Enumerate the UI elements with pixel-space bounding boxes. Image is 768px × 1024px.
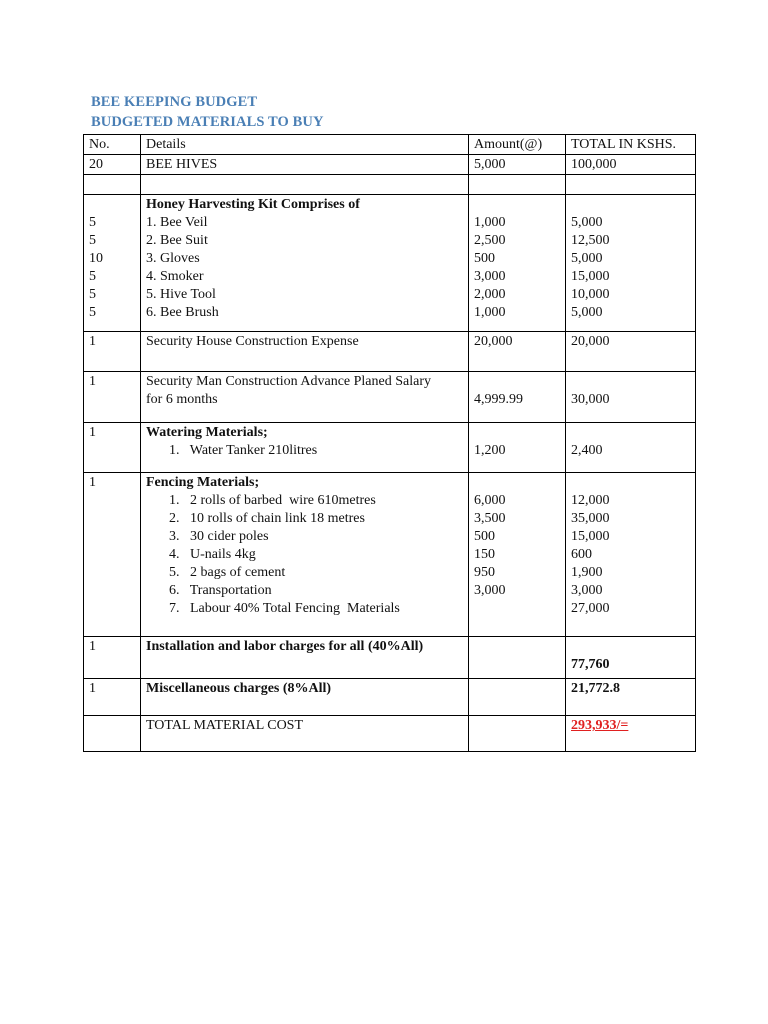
cell-total: 100,000 bbox=[566, 155, 696, 175]
watering-total: 2,400 bbox=[571, 443, 603, 458]
fencing-amount: 150 bbox=[474, 547, 495, 562]
kit-total: 5,000 bbox=[571, 305, 603, 320]
security-man-line2: for 6 months bbox=[146, 392, 218, 407]
cell-amount bbox=[469, 423, 566, 473]
fencing-total: 27,000 bbox=[571, 601, 610, 616]
table-row-installation bbox=[84, 637, 696, 679]
kit-total: 10,000 bbox=[571, 287, 610, 302]
kit-item: 6. Bee Brush bbox=[146, 305, 219, 320]
kit-item: 3. Gloves bbox=[146, 251, 200, 266]
installation-total: 77,760 bbox=[571, 657, 610, 672]
watering-item: 1. Water Tanker 210litres bbox=[169, 443, 318, 458]
header-no: No. bbox=[84, 135, 141, 155]
kit-no: 5 bbox=[89, 215, 96, 230]
kit-total-cell bbox=[566, 195, 696, 332]
kit-no: 10 bbox=[89, 251, 103, 266]
kit-total: 15,000 bbox=[571, 269, 610, 284]
fencing-item: 1. 2 rolls of barbed wire 610metres bbox=[169, 493, 376, 508]
fencing-item: 7. Labour 40% Total Fencing Materials bbox=[169, 601, 400, 616]
kit-total: 5,000 bbox=[571, 251, 603, 266]
cell-no: 1 bbox=[84, 679, 141, 716]
cell-no: 1 bbox=[84, 637, 141, 679]
fencing-amount: 500 bbox=[474, 529, 495, 544]
security-man-line1: Security Man Construction Advance Planed Salary bbox=[146, 374, 431, 389]
kit-title: Honey Harvesting Kit Comprises of bbox=[146, 197, 360, 212]
cell-no: 1 bbox=[84, 473, 141, 637]
fencing-item: 4. U-nails 4kg bbox=[169, 547, 256, 562]
cell-no: 1 bbox=[84, 332, 141, 372]
grand-total-cell bbox=[566, 716, 696, 752]
table-row-kit bbox=[84, 195, 696, 332]
cell-no: 1 bbox=[84, 372, 141, 423]
fencing-item: 6. Transportation bbox=[169, 583, 272, 598]
kit-amount: 1,000 bbox=[474, 305, 506, 320]
kit-total: 12,500 bbox=[571, 233, 610, 248]
cell-total bbox=[566, 423, 696, 473]
cell-details: Installation and labor charges for all (40%All) bbox=[141, 637, 469, 679]
kit-amount: 1,000 bbox=[474, 215, 506, 230]
fencing-total: 600 bbox=[571, 547, 592, 562]
grand-total-label: TOTAL MATERIAL COST bbox=[141, 716, 469, 752]
fencing-amount: 3,000 bbox=[474, 583, 506, 598]
fencing-total: 1,900 bbox=[571, 565, 603, 580]
security-man-total: 30,000 bbox=[571, 392, 610, 407]
fencing-total: 15,000 bbox=[571, 529, 610, 544]
kit-amount: 2,500 bbox=[474, 233, 506, 248]
cell-amount: 20,000 bbox=[469, 332, 566, 372]
kit-amount: 3,000 bbox=[474, 269, 506, 284]
cell-no: 20 bbox=[84, 155, 141, 175]
fencing-amount-cell bbox=[469, 473, 566, 637]
fencing-amount: 6,000 bbox=[474, 493, 506, 508]
cell-total bbox=[566, 637, 696, 679]
fencing-total: 35,000 bbox=[571, 511, 610, 526]
fencing-details-cell bbox=[141, 473, 469, 637]
cell-total: 20,000 bbox=[566, 332, 696, 372]
fencing-item: 2. 10 rolls of chain link 18 metres bbox=[169, 511, 365, 526]
fencing-total: 12,000 bbox=[571, 493, 610, 508]
fencing-amount bbox=[474, 600, 560, 618]
table-row-watering bbox=[84, 423, 696, 473]
cell-amount bbox=[469, 679, 566, 716]
fencing-amount: 950 bbox=[474, 565, 495, 580]
fencing-total: 3,000 bbox=[571, 583, 603, 598]
grand-total-value: 293,933/= bbox=[571, 718, 629, 733]
table-row-security-house bbox=[84, 332, 696, 372]
cell-details: Miscellaneous charges (8%All) bbox=[141, 679, 469, 716]
cell-amount bbox=[469, 637, 566, 679]
kit-amount: 2,000 bbox=[474, 287, 506, 302]
cell-total bbox=[566, 372, 696, 423]
table-row-misc bbox=[84, 679, 696, 716]
kit-item: 4. Smoker bbox=[146, 269, 204, 284]
cell-details: BEE HIVES bbox=[141, 155, 469, 175]
cell-no: 1 bbox=[84, 423, 141, 473]
kit-details-cell bbox=[141, 195, 469, 332]
fencing-title: Fencing Materials; bbox=[146, 475, 260, 490]
document-title: BEE KEEPING BUDGET bbox=[91, 94, 258, 110]
kit-item: 5. Hive Tool bbox=[146, 287, 216, 302]
watering-amount: 1,200 bbox=[474, 443, 506, 458]
document-subtitle: BUDGETED MATERIALS TO BUY bbox=[91, 114, 324, 130]
kit-item: 2. Bee Suit bbox=[146, 233, 208, 248]
table-header-row bbox=[84, 135, 696, 155]
kit-amount-cell bbox=[469, 195, 566, 332]
header-total: TOTAL IN KSHS. bbox=[566, 135, 696, 155]
fencing-item: 5. 2 bags of cement bbox=[169, 565, 286, 580]
table-row-hives bbox=[84, 155, 696, 175]
fencing-item: 3. 30 cider poles bbox=[169, 529, 269, 544]
kit-no: 5 bbox=[89, 233, 96, 248]
watering-title: Watering Materials; bbox=[146, 425, 268, 440]
fencing-amount: 3,500 bbox=[474, 511, 506, 526]
header-details: Details bbox=[141, 135, 469, 155]
kit-no: 5 bbox=[89, 287, 96, 302]
cell-details: Security House Construction Expense bbox=[141, 332, 469, 372]
security-man-amount: 4,999.99 bbox=[474, 392, 523, 407]
kit-item: 1. Bee Veil bbox=[146, 215, 208, 230]
cell-details bbox=[141, 372, 469, 423]
cell-details bbox=[141, 423, 469, 473]
kit-no: 5 bbox=[89, 305, 96, 320]
table-row-empty bbox=[84, 175, 696, 195]
kit-amount: 500 bbox=[474, 251, 495, 266]
cell-amount bbox=[469, 372, 566, 423]
kit-no: 5 bbox=[89, 269, 96, 284]
fencing-total-cell bbox=[566, 473, 696, 637]
table-row-security-man bbox=[84, 372, 696, 423]
misc-total: 21,772.8 bbox=[566, 679, 696, 716]
kit-total: 5,000 bbox=[571, 215, 603, 230]
budget-table bbox=[83, 134, 696, 752]
table-row-grand-total bbox=[84, 716, 696, 752]
kit-no-cell bbox=[84, 195, 141, 332]
table-row-fencing bbox=[84, 473, 696, 637]
cell-amount: 5,000 bbox=[469, 155, 566, 175]
header-amount: Amount(@) bbox=[469, 135, 566, 155]
